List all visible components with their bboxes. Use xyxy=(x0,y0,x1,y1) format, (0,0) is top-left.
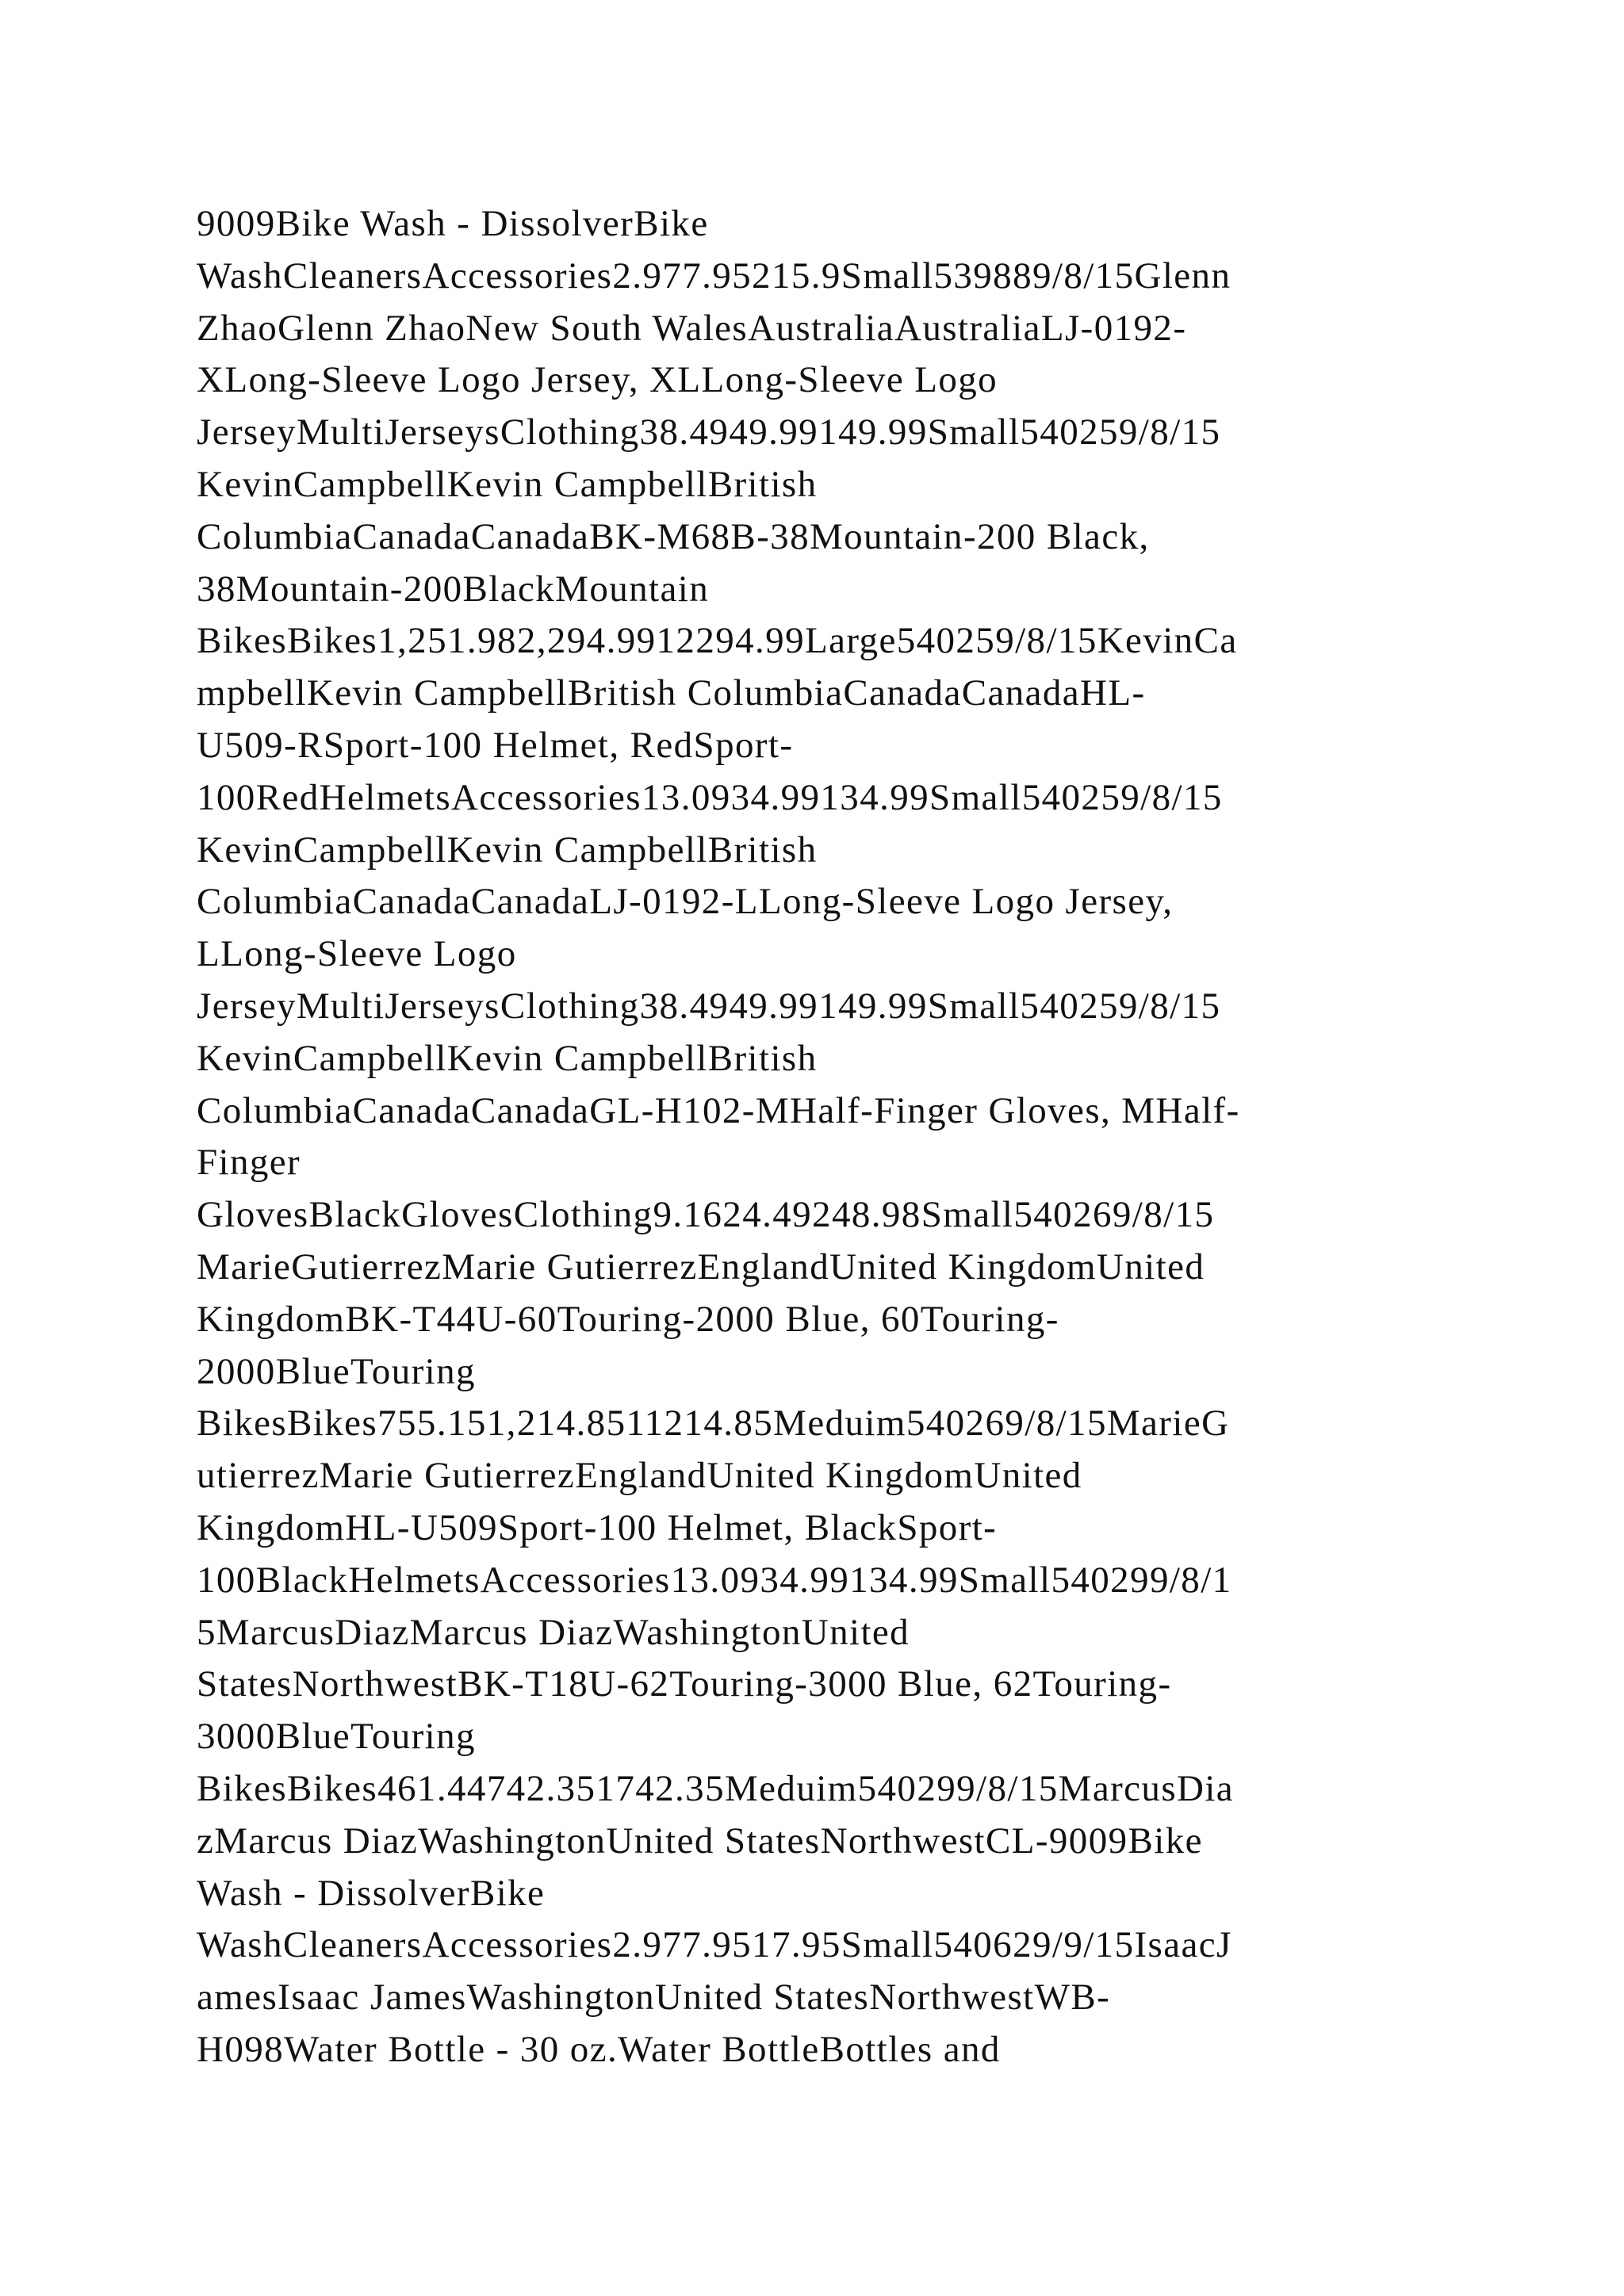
text-line: 2000BlueTouring xyxy=(197,1350,476,1392)
text-line: ZhaoGlenn ZhaoNew South WalesAustraliaAustraliaLJ-0192- xyxy=(197,307,1187,349)
text-line: LLong-Sleeve Logo xyxy=(197,933,517,975)
text-line: KevinCampbellKevin CampbellBritish xyxy=(197,828,818,871)
text-line: KingdomHL-U509Sport-100 Helmet, BlackSport- xyxy=(197,1506,998,1548)
text-line: 100BlackHelmetsAccessories13.0934.99134.99Small540299/8/1 xyxy=(197,1559,1232,1601)
text-line: BikesBikes1,251.982,294.9912294.99Large540259/8/15KevinCa xyxy=(197,620,1238,662)
text-line: GlovesBlackGlovesClothing9.1624.49248.98Small540269/8/15 xyxy=(197,1194,1215,1236)
text-line: zMarcus DiazWashingtonUnited StatesNorthwestCL-9009Bike xyxy=(197,1820,1203,1862)
text-line: MarieGutierrezMarie GutierrezEnglandUnited KingdomUnited xyxy=(197,1246,1205,1288)
text-line: KevinCampbellKevin CampbellBritish xyxy=(197,463,818,505)
text-line: WashCleanersAccessories2.977.95215.9Small539889/8/15Glenn xyxy=(197,254,1231,297)
text-line: ColumbiaCanadaCanadaLJ-0192-LLong-Sleeve Logo Jersey, xyxy=(197,881,1174,923)
text-line: 5MarcusDiazMarcus DiazWashingtonUnited xyxy=(197,1611,910,1653)
text-line: Finger xyxy=(197,1142,301,1184)
text-line: amesIsaac JamesWashingtonUnited StatesNorthwestWB- xyxy=(197,1976,1111,2019)
text-line: ColumbiaCanadaCanadaGL-H102-MHalf-Finger Gloves, MHalf- xyxy=(197,1089,1240,1131)
text-line: Wash - DissolverBike xyxy=(197,1872,546,1914)
text-line: 9009Bike Wash - DissolverBike xyxy=(197,203,709,244)
text-line: BikesBikes755.151,214.8511214.85Meduim540269/8/15MarieG xyxy=(197,1402,1230,1445)
text-line: JerseyMultiJerseysClothing38.4949.99149.99Small540259/8/15 xyxy=(197,411,1221,453)
text-line: utierrezMarie GutierrezEnglandUnited KingdomUnited xyxy=(197,1455,1082,1497)
text-line: BikesBikes461.44742.351742.35Meduim540299/8/15MarcusDia xyxy=(197,1767,1235,1809)
text-line: KevinCampbellKevin CampbellBritish xyxy=(197,1037,818,1079)
text-line: KingdomBK-T44U-60Touring-2000 Blue, 60Touring- xyxy=(197,1298,1059,1340)
text-line: StatesNorthwestBK-T18U-62Touring-3000 Blue, 62Touring- xyxy=(197,1663,1172,1705)
text-line: WashCleanersAccessories2.977.9517.95Small540629/9/15IsaacJ xyxy=(197,1924,1232,1966)
text-line: XLong-Sleeve Logo Jersey, XLLong-Sleeve Logo xyxy=(197,359,998,401)
text-line: H098Water Bottle - 30 oz.Water BottleBottles and xyxy=(197,2028,1001,2070)
text-line: 100RedHelmetsAccessories13.0934.99134.99Small540259/8/15 xyxy=(197,776,1223,818)
text-line: 38Mountain-200BlackMountain xyxy=(197,568,710,610)
text-line: JerseyMultiJerseysClothing38.4949.99149.99Small540259/8/15 xyxy=(197,985,1221,1027)
text-line: ColumbiaCanadaCanadaBK-M68B-38Mountain-200 Black, xyxy=(197,515,1150,557)
text-line: 3000BlueTouring xyxy=(197,1716,476,1758)
text-line: mpbellKevin CampbellBritish ColumbiaCanadaCanadaHL- xyxy=(197,672,1146,714)
document-body-text xyxy=(197,198,1481,2076)
text-line: U509-RSport-100 Helmet, RedSport- xyxy=(197,724,794,766)
